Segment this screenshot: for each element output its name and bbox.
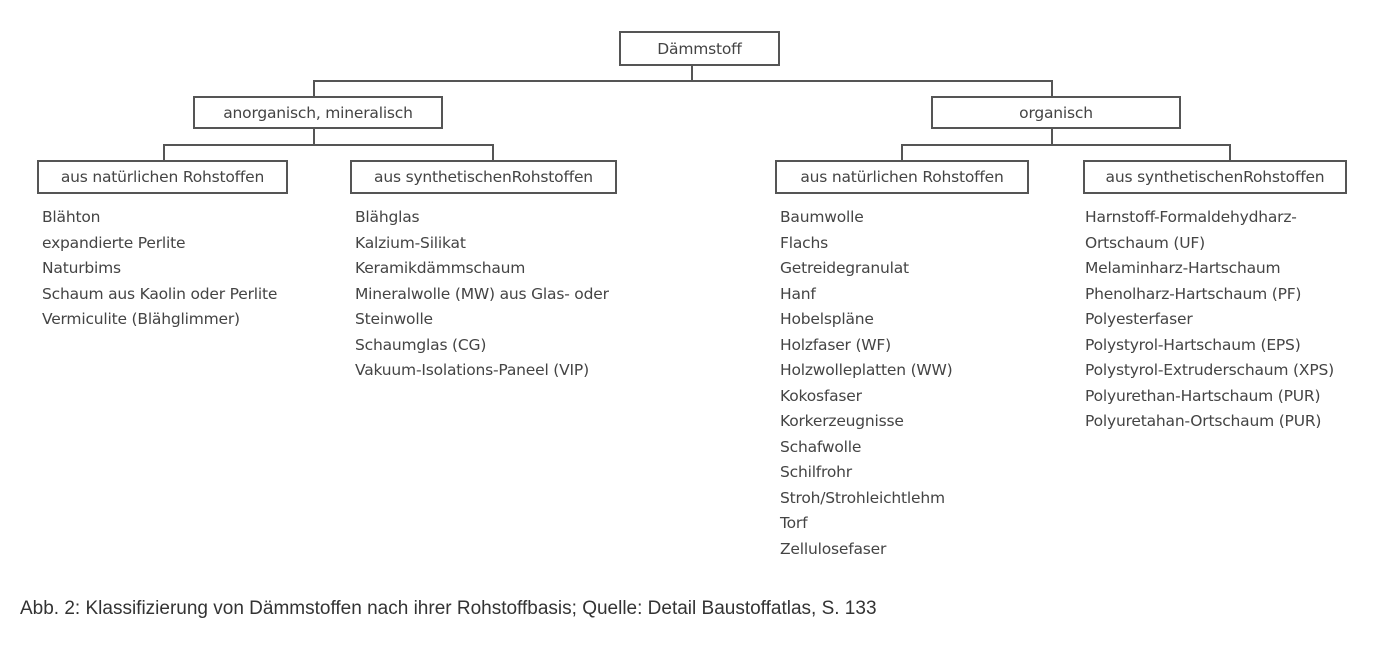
connector-organisch-horizontal xyxy=(901,144,1231,146)
group-label: aus synthetischenRohstoffen xyxy=(1105,168,1325,186)
list-item: Keramikdämmschaum xyxy=(355,259,526,277)
group-node-org-synthetic xyxy=(1083,160,1347,194)
list-item: Torf xyxy=(780,514,808,532)
list-item: Flachs xyxy=(780,233,828,252)
list-item: Getreidegranulat xyxy=(780,259,909,277)
connector-anorg-synthetic xyxy=(492,144,494,161)
figure-caption: Abb. 2: Klassifizierung von Dämmstoffen nach ihrer Rohstoffbasis; Quelle: Detail Baustoffatlas, S. 133 xyxy=(20,598,877,619)
connector-organisch-down xyxy=(1051,127,1053,145)
list-item: Baumwolle xyxy=(780,208,864,226)
connector-anorganisch-down xyxy=(313,127,315,145)
connector-anorganisch-horizontal xyxy=(163,144,493,146)
connector-right-branch xyxy=(1051,80,1053,97)
list-item: Hanf xyxy=(780,284,816,303)
list-item: Polystyrol-Extruderschaum (XPS) xyxy=(1085,361,1334,379)
list-item: Kokosfaser xyxy=(780,386,862,405)
root-label: Dämmstoff xyxy=(657,39,742,58)
connector-org-natural xyxy=(901,144,903,161)
list-item: Kalzium-Silikat xyxy=(355,233,466,252)
group-node-org-natural xyxy=(775,160,1029,194)
list-item: Vakuum-Isolations-Paneel (VIP) xyxy=(355,361,589,379)
root-node xyxy=(619,31,780,66)
branch-node-organisch xyxy=(931,96,1181,129)
list-item: Korkerzeugnisse xyxy=(780,412,904,430)
list-org-natural xyxy=(780,205,953,562)
list-item: Schaum aus Kaolin oder Perlite xyxy=(42,284,278,303)
branch-node-anorganisch xyxy=(193,96,443,129)
list-item: Holzwolleplatten (WW) xyxy=(780,361,953,379)
connector-level1-horizontal xyxy=(313,80,1053,82)
connector-anorg-natural xyxy=(163,144,165,161)
list-item: Polyesterfaser xyxy=(1085,310,1193,328)
group-label: aus natürlichen Rohstoffen xyxy=(60,168,265,186)
group-node-anorg-natural xyxy=(37,160,288,194)
connector-root-down xyxy=(691,64,693,81)
list-item: Polyurethan-Hartschaum (PUR) xyxy=(1085,386,1321,405)
list-item: Schaumglas (CG) xyxy=(355,335,487,354)
list-item: Polyuretahan-Ortschaum (PUR) xyxy=(1085,412,1322,430)
connector-org-synthetic xyxy=(1229,144,1231,161)
list-item: Phenolharz-Hartschaum (PF) xyxy=(1085,284,1302,303)
group-node-anorg-synthetic xyxy=(350,160,617,194)
list-item: Vermiculite (Blähglimmer) xyxy=(42,310,240,328)
list-item: Naturbims xyxy=(42,259,121,277)
group-label: aus natürlichen Rohstoffen xyxy=(800,168,1004,186)
branch-label: organisch xyxy=(1019,103,1093,122)
list-item: Schafwolle xyxy=(780,437,862,456)
list-anorg-natural xyxy=(42,205,277,333)
list-item: Stroh/Strohleichtlehm xyxy=(780,488,945,507)
group-label: aus synthetischenRohstoffen xyxy=(374,168,593,186)
list-item: Zellulosefaser xyxy=(780,539,887,558)
list-item: Blähton xyxy=(42,208,101,226)
connector-left-branch xyxy=(313,80,315,97)
list-item: Melaminharz-Hartschaum xyxy=(1085,259,1281,277)
list-anorg-synthetic xyxy=(355,205,609,384)
list-item: Mineralwolle (MW) aus Glas- oder xyxy=(355,284,609,303)
list-item: Holzfaser (WF) xyxy=(780,335,891,354)
list-item: expandierte Perlite xyxy=(42,233,186,252)
list-item: Blähglas xyxy=(355,208,420,226)
list-item: Harnstoff-Formaldehydharz- xyxy=(1085,208,1297,226)
list-item: Schilfrohr xyxy=(780,463,852,481)
list-item: Steinwolle xyxy=(355,310,433,328)
list-item: Hobelspläne xyxy=(780,310,874,328)
list-item: Polystyrol-Hartschaum (EPS) xyxy=(1085,335,1301,354)
list-org-synthetic xyxy=(1085,205,1334,435)
branch-label: anorganisch, mineralisch xyxy=(223,103,413,122)
list-item: Ortschaum (UF) xyxy=(1085,233,1205,252)
